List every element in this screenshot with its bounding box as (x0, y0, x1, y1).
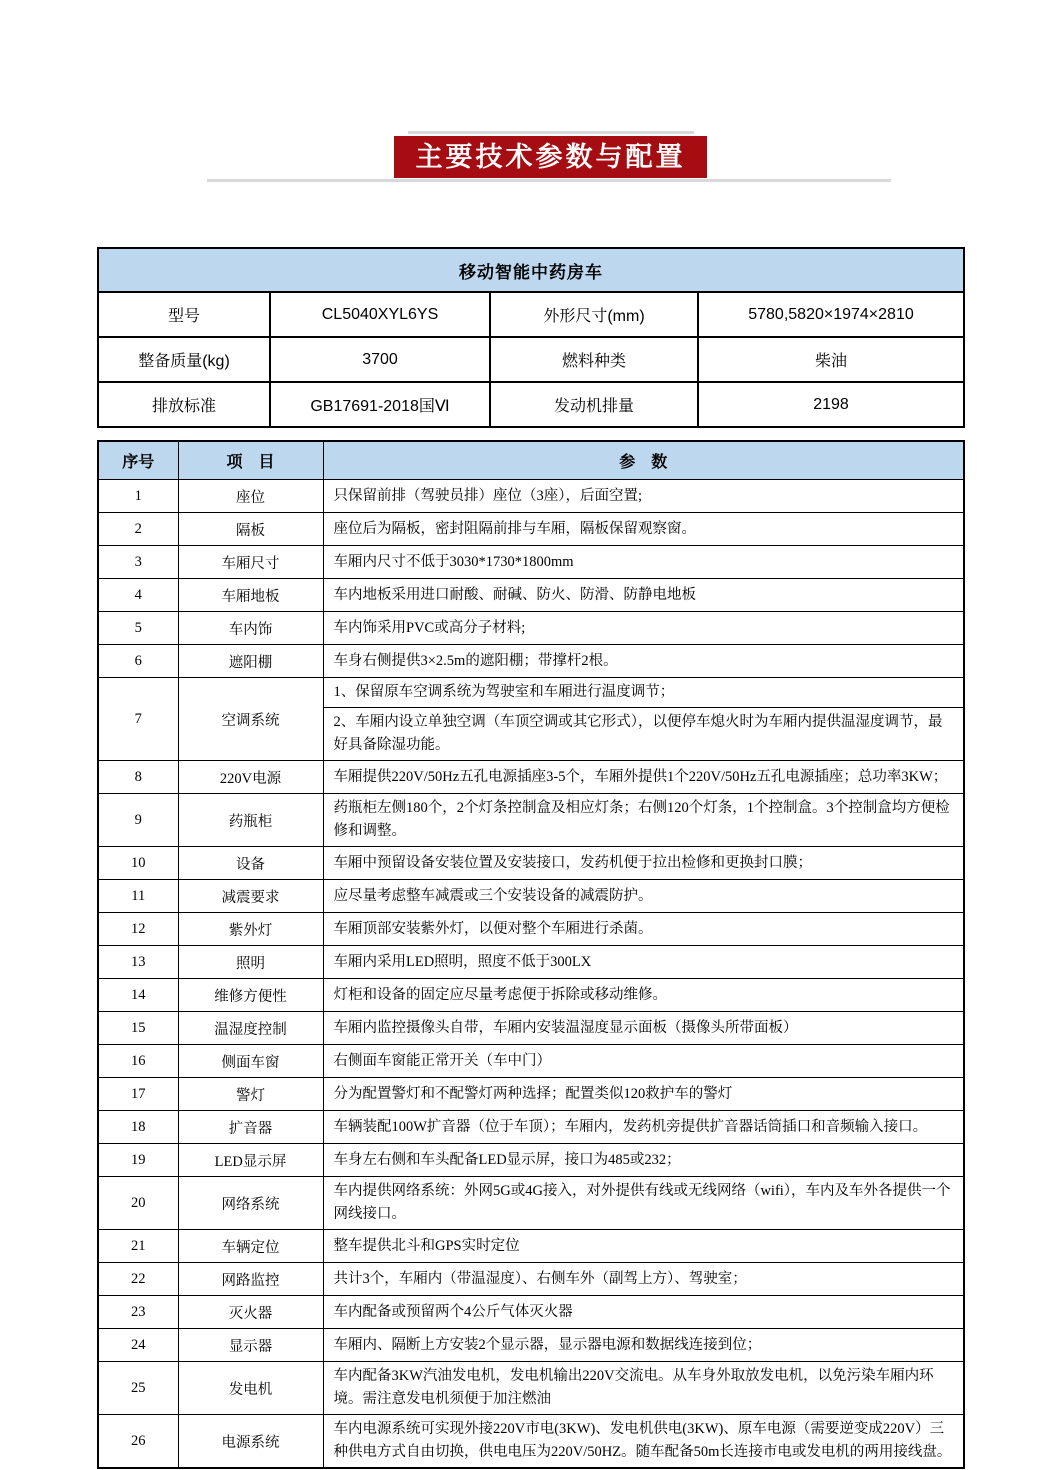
column-header-item: 项 目 (178, 441, 323, 480)
spec-value-cell: 3700 (270, 337, 490, 382)
item-name-cell: 警灯 (178, 1078, 323, 1111)
param-cell (323, 1329, 964, 1362)
spec-value-cell: GB17691-2018国Ⅵ (270, 382, 490, 427)
row-number-cell: 3 (98, 546, 178, 579)
param-text: 车内配备或预留两个4公斤气体灭火器 (333, 1303, 573, 1320)
param-text: 应尽量考虑整车减震或三个安装设备的减震防护。 (333, 887, 653, 904)
param-cell (323, 979, 964, 1012)
title-rule-bottom (207, 179, 891, 182)
param-cell (323, 546, 964, 579)
spec-value-cell: CL5040XYL6YS (270, 292, 490, 337)
param-cell (323, 1045, 964, 1078)
item-name-cell: 座位 (178, 480, 323, 513)
param-cell (323, 1415, 964, 1469)
row-number-cell: 16 (98, 1045, 178, 1078)
param-text: 整车提供北斗和GPS实时定位 (333, 1237, 520, 1254)
param-cell (323, 678, 964, 761)
param-text: 车厢顶部安装紫外灯，以便对整个车厢进行杀菌。 (333, 920, 653, 937)
param-text: 车厢提供220V/50Hz五孔电源插座3-5个，车厢外提供1个220V/50Hz五孔电源插座；总功率3KW； (333, 768, 948, 785)
row-number-cell: 15 (98, 1012, 178, 1045)
item-name-cell: 发电机 (178, 1362, 323, 1415)
item-name-cell: 紫外灯 (178, 913, 323, 946)
config-table-header-row (98, 441, 964, 480)
item-name-cell: 遮阳棚 (178, 645, 323, 678)
param-cell (323, 579, 964, 612)
param-text: 车厢内监控摄像头自带，车厢内安装温湿度显示面板（摄像头所带面板） (333, 1019, 798, 1036)
param-text: 座位后为隔板，密封阻隔前排与车厢，隔板保留观察窗。 (333, 520, 696, 537)
config-table-row (98, 645, 964, 678)
item-name-cell: 网络系统 (178, 1177, 323, 1230)
item-name-cell: 空调系统 (178, 678, 323, 761)
param-text: 车身左右侧和车头配备LED显示屏，接口为485或232； (333, 1151, 681, 1168)
param-cell (323, 1230, 964, 1263)
item-name-cell: 药瓶柜 (178, 794, 323, 847)
param-text: 共计3个，车厢内（带温湿度）、右侧车外（副驾上方）、驾驶室； (333, 1270, 747, 1287)
spec-table-header-row (98, 248, 964, 292)
config-table-row (98, 480, 964, 513)
item-name-cell: 220V电源 (178, 761, 323, 794)
param-text: 车内地板采用进口耐酸、耐碱、防火、防滑、防静电地板 (333, 586, 696, 603)
config-table-row (98, 1111, 964, 1144)
config-table-row (98, 513, 964, 546)
item-name-cell: 设备 (178, 847, 323, 880)
item-name-cell: 减震要求 (178, 880, 323, 913)
config-table-row (98, 678, 964, 761)
param-cell (323, 480, 964, 513)
param-cell (323, 794, 964, 847)
row-number-cell: 24 (98, 1329, 178, 1362)
column-header-param: 参 数 (323, 441, 964, 480)
param-cell (323, 913, 964, 946)
column-header-no: 序号 (98, 441, 178, 480)
row-number-cell: 8 (98, 761, 178, 794)
item-name-cell: 电源系统 (178, 1415, 323, 1469)
spec-label-cell: 整备质量(kg) (98, 337, 270, 382)
row-number-cell: 22 (98, 1263, 178, 1296)
param-text: 车内配备3KW汽油发电机，发电机输出220V交流电。从车身外取放发电机，以免污染车厢内环境。需注意发电机须便于加注燃油 (333, 1368, 934, 1407)
spec-table-title: 移动智能中药房车 (98, 248, 964, 292)
title-rule-top (408, 131, 694, 134)
param-text: 2、车厢内设立单独空调（车顶空调或其它形式），以便停车熄火时为车厢内提供温湿度调节，最好具备除湿功能。 (324, 707, 964, 760)
row-number-cell: 5 (98, 612, 178, 645)
config-table-body (98, 480, 964, 1469)
param-cell (323, 1078, 964, 1111)
spec-label-cell: 型号 (98, 292, 270, 337)
config-table-row (98, 546, 964, 579)
row-number-cell: 23 (98, 1296, 178, 1329)
param-text: 1、保留原车空调系统为驾驶室和车厢进行温度调节； (333, 684, 675, 700)
spec-value-cell: 5780,5820×1974×2810 (698, 292, 964, 337)
row-number-cell: 2 (98, 513, 178, 546)
config-table-row (98, 1045, 964, 1078)
item-name-cell: 灭火器 (178, 1296, 323, 1329)
row-number-cell: 7 (98, 678, 178, 761)
param-cell (323, 513, 964, 546)
row-number-cell: 20 (98, 1177, 178, 1230)
config-table-row (98, 979, 964, 1012)
spec-table-row (98, 382, 964, 427)
spec-label-cell: 发动机排量 (490, 382, 698, 427)
config-table-row (98, 1263, 964, 1296)
config-table-row (98, 1296, 964, 1329)
param-text: 车厢中预留设备安装位置及安装接口，发药机便于拉出检修和更换封口膜； (333, 854, 812, 871)
param-text: 灯柜和设备的固定应尽量考虑便于拆除或移动维修。 (333, 986, 667, 1003)
row-number-cell: 19 (98, 1144, 178, 1177)
row-number-cell: 10 (98, 847, 178, 880)
param-text: 车厢内、隔断上方安装2个显示器，显示器电源和数据线连接到位； (333, 1336, 762, 1353)
config-table-row (98, 1362, 964, 1415)
row-number-cell: 11 (98, 880, 178, 913)
param-cell (323, 1144, 964, 1177)
param-cell (323, 1263, 964, 1296)
config-table-row (98, 794, 964, 847)
config-table-row (98, 946, 964, 979)
item-name-cell: 维修方便性 (178, 979, 323, 1012)
param-text: 右侧面车窗能正常开关（车中门） (333, 1052, 551, 1069)
item-name-cell: 隔板 (178, 513, 323, 546)
param-text: 药瓶柜左侧180个，2个灯条控制盒及相应灯条；右侧120个灯条，1个控制盒。3个控制盒均方便检修和调整。 (333, 800, 950, 839)
item-name-cell: 照明 (178, 946, 323, 979)
item-name-cell: 侧面车窗 (178, 1045, 323, 1078)
param-text: 车厢内采用LED照明，照度不低于300LX (333, 953, 592, 970)
config-table-row (98, 847, 964, 880)
item-name-cell: 网路监控 (178, 1263, 323, 1296)
param-text: 车内饰采用PVC或高分子材料; (333, 619, 526, 636)
param-text: 分为配置警灯和不配警灯两种选择；配置类似120救护车的警灯 (333, 1085, 733, 1102)
param-cell (323, 1012, 964, 1045)
item-name-cell: 扩音器 (178, 1111, 323, 1144)
param-cell (323, 847, 964, 880)
row-number-cell: 4 (98, 579, 178, 612)
param-cell (323, 1111, 964, 1144)
item-name-cell: 车辆定位 (178, 1230, 323, 1263)
config-table-row (98, 761, 964, 794)
param-cell (323, 946, 964, 979)
item-name-cell: 车厢地板 (178, 579, 323, 612)
row-number-cell: 26 (98, 1415, 178, 1469)
config-table-row (98, 612, 964, 645)
config-table-row (98, 1012, 964, 1045)
spec-table-row (98, 292, 964, 337)
param-cell (323, 612, 964, 645)
spec-label-cell: 排放标准 (98, 382, 270, 427)
config-table-row (98, 1078, 964, 1111)
param-cell (323, 761, 964, 794)
spec-value-cell: 2198 (698, 382, 964, 427)
param-cell (323, 880, 964, 913)
item-name-cell: 显示器 (178, 1329, 323, 1362)
spec-table (97, 247, 965, 428)
param-text: 车内提供网络系统：外网5G或4G接入，对外提供有线或无线网络（wifi），车内及车外各提供一个网线接口。 (333, 1183, 951, 1222)
item-name-cell: 车厢尺寸 (178, 546, 323, 579)
param-text: 车厢内尺寸不低于3030*1730*1800mm (333, 553, 574, 570)
config-table (97, 440, 965, 1469)
param-cell (323, 645, 964, 678)
row-number-cell: 21 (98, 1230, 178, 1263)
row-number-cell: 18 (98, 1111, 178, 1144)
spec-table-body (98, 292, 964, 427)
spec-label-cell: 燃料种类 (490, 337, 698, 382)
param-text: 只保留前排（驾驶员排）座位（3座），后面空置; (333, 487, 643, 504)
config-table-row (98, 1144, 964, 1177)
param-cell (323, 1296, 964, 1329)
row-number-cell: 1 (98, 480, 178, 513)
item-name-cell: 温湿度控制 (178, 1012, 323, 1045)
param-text: 车辆装配100W扩音器（位于车顶）；车厢内，发药机旁提供扩音器话筒插口和音频输入接口。 (333, 1118, 928, 1135)
config-table-row (98, 1415, 964, 1469)
config-table-row (98, 1230, 964, 1263)
config-table-row (98, 1329, 964, 1362)
row-number-cell: 9 (98, 794, 178, 847)
param-cell (323, 1177, 964, 1230)
spec-value-cell: 柴油 (698, 337, 964, 382)
config-table-row (98, 913, 964, 946)
row-number-cell: 14 (98, 979, 178, 1012)
config-table-row (98, 880, 964, 913)
config-table-row (98, 579, 964, 612)
item-name-cell: LED显示屏 (178, 1144, 323, 1177)
row-number-cell: 17 (98, 1078, 178, 1111)
row-number-cell: 6 (98, 645, 178, 678)
param-text: 车身右侧提供3×2.5m的遮阳棚；带撑杆2根。 (333, 652, 618, 669)
param-cell (323, 1362, 964, 1415)
spec-label-cell: 外形尺寸(mm) (490, 292, 698, 337)
param-text: 车内电源系统可实现外接220V市电(3KW)、发电机供电(3KW)、原车电源（需要逆变成220V）三种供电方式自由切换，供电电压为220V/50HZ。随车配备50m长连接市电或发电机的两用接线盘。 (333, 1421, 952, 1460)
row-number-cell: 13 (98, 946, 178, 979)
spec-table-row (98, 337, 964, 382)
row-number-cell: 12 (98, 913, 178, 946)
row-number-cell: 25 (98, 1362, 178, 1415)
config-table-row (98, 1177, 964, 1230)
page-title: 主要技术参数与配置 (394, 136, 707, 178)
item-name-cell: 车内饰 (178, 612, 323, 645)
